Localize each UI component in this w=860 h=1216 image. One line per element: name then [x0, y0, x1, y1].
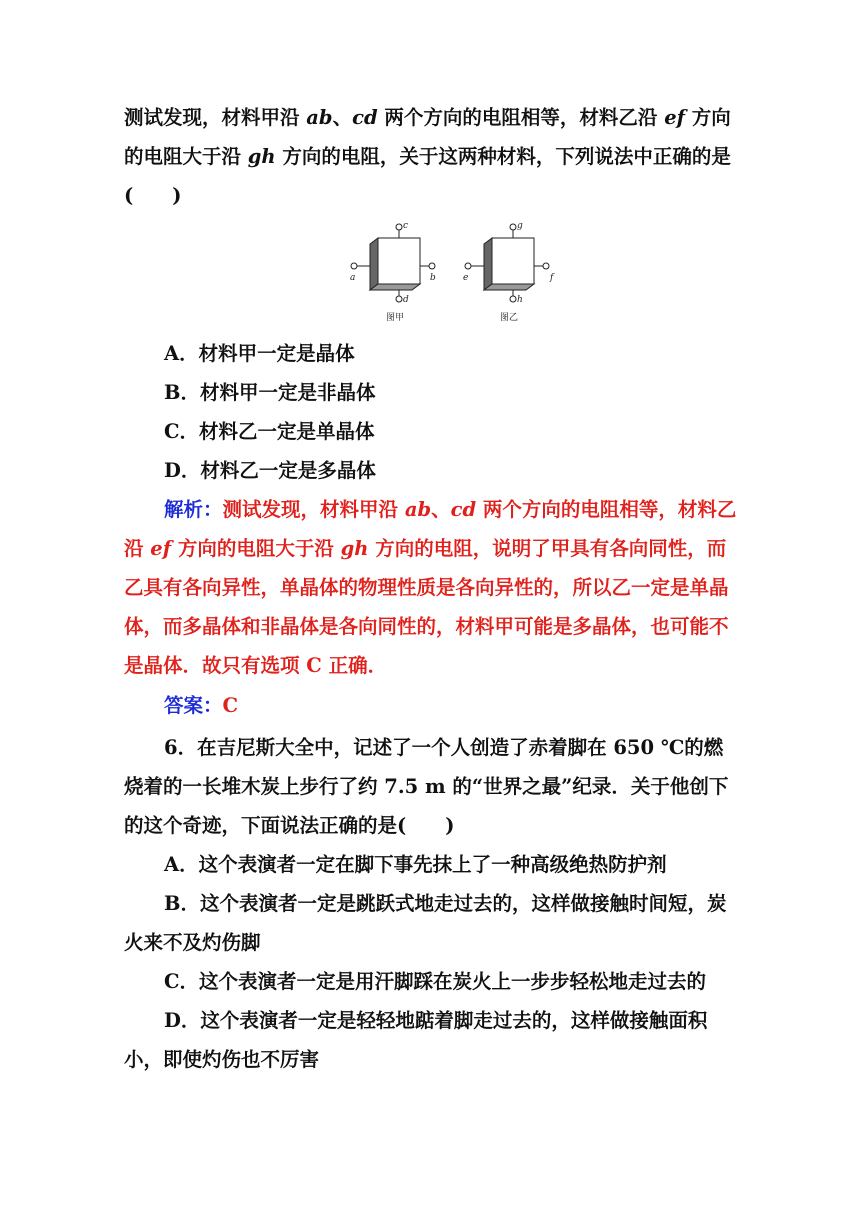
answer-blank: ( ): [124, 184, 182, 207]
analysis-label: 解析：: [164, 498, 223, 521]
figure-left: [350, 221, 436, 323]
figure-right: [463, 221, 555, 323]
label-b: b: [430, 273, 436, 283]
caption-left: 图甲: [386, 313, 405, 323]
var-ef: ef: [664, 106, 685, 129]
question5-stem: 测试发现，材料甲沿 ab、cd 两个方向的电阻相等，材料乙沿 ef 方向的电阻大于沿 gh 方向的电阻，关于这两种材料，下列说法中正确的是 ( ): [124, 106, 731, 207]
q5-option-d: D．材料乙一定是多晶体: [164, 459, 376, 482]
q5-answer: [164, 686, 238, 725]
var-gh: gh: [247, 145, 276, 168]
label-c: c: [403, 221, 409, 231]
q6-option-d: D．这个表演者一定是轻轻地踮着脚走过去的，这样做接触面积小，即使灼伤也不厉害: [124, 1009, 708, 1071]
var-cd: cd: [352, 106, 378, 129]
q5-option-c: C．材料乙一定是单晶体: [164, 420, 375, 443]
q6-option-a: A．这个表演者一定在脚下事先抹上了一种高级绝热防护剂: [164, 853, 667, 876]
label-f: f: [550, 273, 554, 283]
answer-label: 答案：: [164, 694, 223, 717]
q5-option-b: B．材料甲一定是非晶体: [164, 381, 376, 404]
label-d: d: [403, 295, 409, 305]
var-ab: ab: [306, 106, 333, 129]
answer-value: C: [222, 694, 239, 717]
label-a: a: [350, 273, 356, 283]
figure-svg: [340, 218, 570, 330]
q5-option-a: A．材料甲一定是晶体: [164, 342, 355, 365]
q6-option-c: C．这个表演者一定是用汗脚踩在炭火上一步步轻松地走过去的: [164, 970, 707, 993]
q6-option-b: B．这个表演者一定是跳跃式地走过去的，这样做接触时间短，炭火来不及灼伤脚: [124, 892, 727, 954]
label-g: g: [517, 221, 523, 231]
label-h: h: [517, 295, 523, 305]
question6-stem: 6．在吉尼斯大全中，记述了一个人创造了赤着脚在 650 ℃的燃烧着的一长堆木炭上步行了约 7.5 m 的“世界之最”纪录．关于他创下的这个奇迹，下面说法正确的是( ): [124, 736, 729, 837]
q5-analysis: 解析：测试发现，材料甲沿 ab、cd 两个方向的电阻相等，材料乙沿 ef 方向的电阻大于沿 gh 方向的电阻，说明了甲具有各向同性，而乙具有各向异性，单晶体的物理性质是各向异性的，所以乙一定是单晶体，而多晶体和非晶体是各向同性的，材料甲可能是多晶体，也可能不是晶体．故只有选项 C 正确．: [124, 498, 737, 677]
caption-right: 图乙: [500, 313, 519, 323]
crystal-figure: [340, 218, 570, 330]
label-e: e: [463, 273, 469, 283]
